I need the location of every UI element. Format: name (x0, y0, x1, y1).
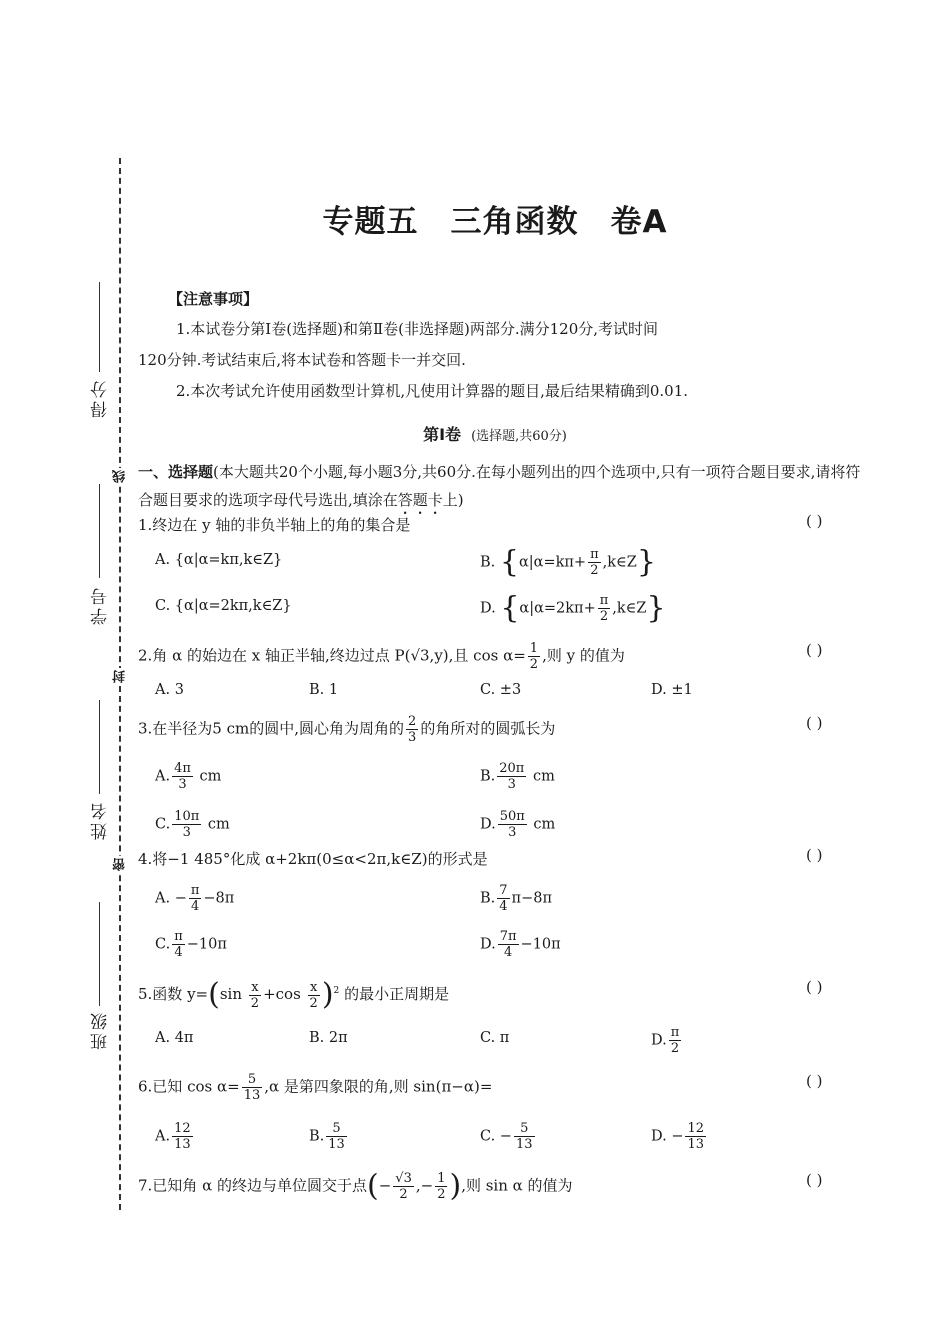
q2-option-c[interactable]: C. ±3 (480, 682, 522, 698)
q4-option-b[interactable]: B. $\frac{7}{4}$ π−8π (480, 883, 552, 914)
student-id-label: 学号 (91, 585, 111, 625)
question-6-stem: 6.已知 cos α= $\frac{5}{13}$ ,α 是第四象限的角,则 sin(π−α)= (138, 1072, 493, 1103)
answer-paren-3[interactable]: ( ) (806, 714, 823, 732)
answer-paren-1[interactable]: ( ) (806, 512, 823, 530)
class-label: 班级 (91, 1010, 111, 1050)
question-7-stem: 7.已知角 α 的终边与单位圆交于点(− $\frac{√3}{2}$ ,− $\frac{1}{2}$ ),则 sin α 的值为 (138, 1168, 573, 1204)
seal-char-seal: 封 (113, 670, 128, 683)
q4-option-d[interactable]: D. $\frac{7\pi}{4}$ −10π (480, 929, 561, 960)
page-title: 专题五 三角函数 卷A (322, 204, 668, 240)
q5-option-d[interactable]: D. $\frac{\pi}{2}$ (651, 1025, 680, 1056)
notes-heading: 【注意事项】 (168, 290, 259, 308)
answer-paren-7[interactable]: ( ) (806, 1171, 823, 1189)
q2-option-b[interactable]: B. 1 (309, 682, 339, 698)
note-item-2: 2.本次考试允许使用函数型计算机,凡使用计算器的题目,最后结果精确到0.01. (176, 382, 689, 400)
class-blank[interactable] (99, 902, 100, 1006)
name-label: 姓名 (91, 800, 111, 840)
answer-paren-2[interactable]: ( ) (806, 641, 823, 659)
seal-char-line: 线 (113, 470, 128, 483)
score-label: 得分 (91, 378, 111, 418)
q4-option-c[interactable]: C. $\frac{\pi}{4}$ −10π (155, 929, 227, 960)
q6-option-a[interactable]: A. $\frac{12}{13}$ (155, 1121, 191, 1152)
question-4-stem: 4.将−1 485°化成 α+2kπ(0≤α<2π,k∈Z)的形式是 (138, 850, 488, 868)
q3-option-c[interactable]: C. $\frac{10\pi}{3}$ cm (155, 809, 230, 840)
q1-option-d[interactable]: D. {α|α=2kπ+ $\frac{\pi}{2}$ ,k∈Z} (480, 590, 666, 626)
q1-option-a[interactable]: A. {α|α=kπ,k∈Z} (155, 552, 283, 568)
section-instructions: 一、选择题(本大题共20个小题,每小题3分,共60分.在每小题列出的四个选项中,只有一项符合题目要求,请将符合题目要求的选项字母代号选出,填涂在答题卡上) (138, 463, 861, 509)
q3-option-a[interactable]: A. $\frac{4\pi}{3}$ cm (155, 761, 222, 792)
name-blank[interactable] (99, 700, 100, 794)
question-1-stem: 1.终边在 y 轴的非负半轴上的角的集合是 (138, 516, 411, 534)
question-5-stem: 5.函数 y=(sin $\frac{x}{2}$ +cos $\frac{x}{2}$ )$^2$ 的最小正周期是 (138, 977, 450, 1012)
student-id-blank[interactable] (99, 484, 100, 578)
q5-option-a[interactable]: A. 4π (155, 1030, 194, 1046)
question-2-stem: 2.角 α 的始边在 x 轴正半轴,终边过点 P(√3,y),且 cos α= $\frac{1}{2}$ ,则 y 的值为 (138, 641, 625, 672)
note-item-1: 1.本试卷分第Ⅰ卷(选择题)和第Ⅱ卷(非选择题)两部分.满分120分,考试时间 (176, 320, 659, 338)
q2-option-a[interactable]: A. 3 (155, 682, 184, 698)
q1-option-b[interactable]: B. {α|α=kπ+ $\frac{\pi}{2}$ ,k∈Z} (480, 544, 656, 580)
score-blank[interactable] (99, 282, 100, 372)
seal-char-secret: 密 (113, 858, 128, 871)
q3-option-d[interactable]: D. $\frac{50\pi}{3}$ cm (480, 809, 556, 840)
q1-option-c[interactable]: C. {α|α=2kπ,k∈Z} (155, 598, 292, 614)
part-one-heading: 第Ⅰ卷 (选择题,共60分) (423, 425, 567, 444)
q3-option-b[interactable]: B. $\frac{20\pi}{3}$ cm (480, 761, 555, 792)
q6-option-c[interactable]: C. − $\frac{5}{13}$ (480, 1121, 533, 1152)
answer-paren-4[interactable]: ( ) (806, 846, 823, 864)
q2-option-d[interactable]: D. ±1 (651, 682, 693, 698)
answer-paren-6[interactable]: ( ) (806, 1072, 823, 1090)
question-3-stem: 3.在半径为5 cm的圆中,圆心角为周角的 $\frac{2}{3}$ 的角所对的圆弧长为 (138, 714, 556, 745)
q6-option-b[interactable]: B. $\frac{5}{13}$ (309, 1121, 345, 1152)
note-item-1-cont: 120分钟.考试结束后,将本试卷和答题卡一并交回. (138, 351, 466, 369)
q4-option-a[interactable]: A. − $\frac{\pi}{4}$ −8π (155, 883, 235, 914)
q5-option-b[interactable]: B. 2π (309, 1030, 348, 1046)
answer-paren-5[interactable]: ( ) (806, 978, 823, 996)
q5-option-c[interactable]: C. π (480, 1030, 510, 1046)
q6-option-d[interactable]: D. − $\frac{12}{13}$ (651, 1121, 705, 1152)
